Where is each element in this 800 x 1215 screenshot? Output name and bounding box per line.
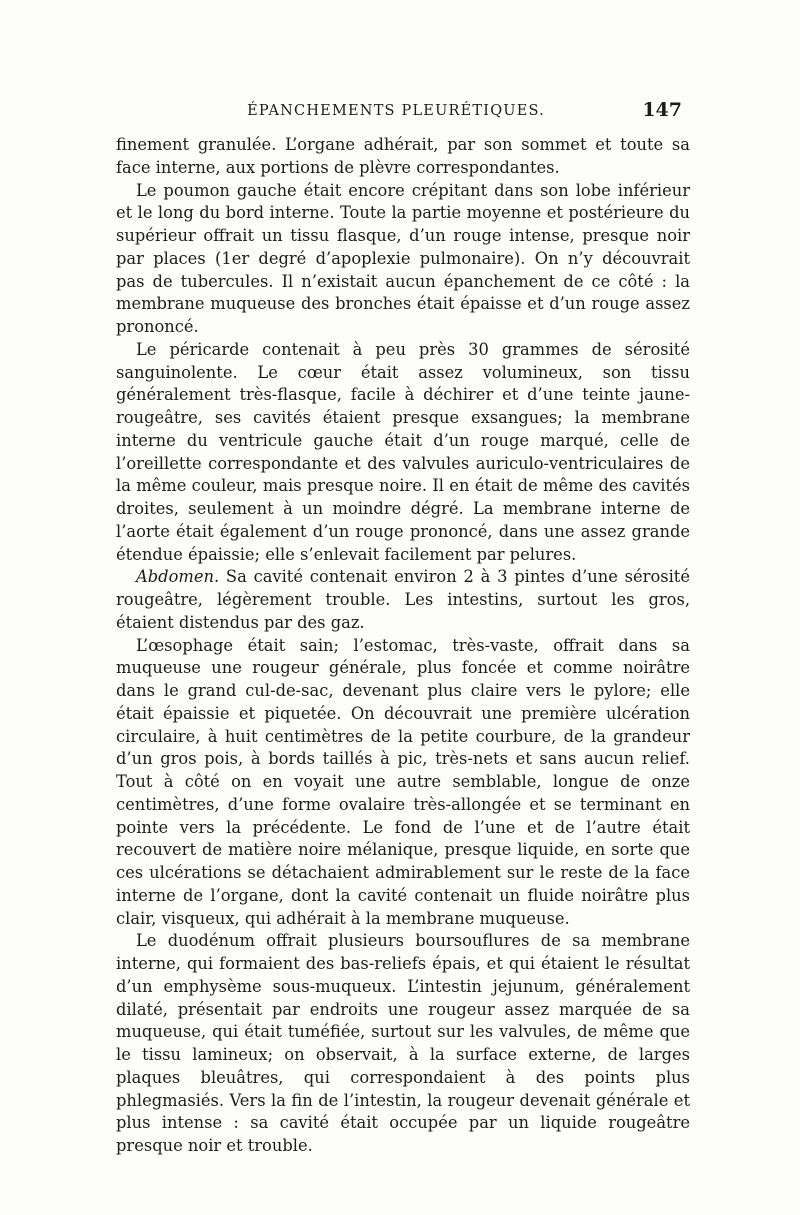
paragraph-text: L’œsophage était sain; l’estomac, très-vaste, offrait dans sa muqueuse une rougeur générale, plus foncée et comme noirâtre dans le grand cul-de-sac, devenant plus claire vers le pylore; elle était épaissie et piquetée. On découvrait une première ulcération circulaire, à huit centimètres de la petite courbure, de la grandeur d’un gros pois, à bords taillés à pic, très-nets et sans aucun relief. Tout à côté on en voyait une autre semblable, longue de onze centimètres, d’une forme ovalaire très-allongée et se terminant en pointe vers la précédente. Le fond de l’une et de l’autre était recouvert de matière noire mélanique, presque liquide, en sorte que ces ulcérations se détachaient admirablement sur le reste de la face interne de l’organe, dont la cavité contenait un fluide noirâtre plus clair, visqueux, qui adhérait à la membrane muqueuse.: [116, 635, 690, 928]
page-number: 147: [642, 99, 682, 121]
paragraph: [116, 339, 690, 567]
paragraph: [116, 566, 690, 634]
body-text: [116, 134, 690, 1158]
paragraph: [116, 134, 690, 180]
paragraph: [116, 635, 690, 931]
paragraph: [116, 930, 690, 1158]
page-header: [110, 97, 682, 127]
paragraph-text: finement granulée. L’organe adhérait, par son sommet et toute sa face interne, aux portions de plèvre correspondantes.: [116, 135, 690, 177]
paragraph-text: Le péricarde contenait à peu près 30 grammes de sérosité sanguinolente. Le cœur était assez volumineux, son tissu généralement très-flasque, facile à déchirer et d’une teinte jaune-rougeâtre, ses cavités étaient presque exsangues; la membrane interne du ventricule gauche était d’un rouge marqué, celle de l’oreillette correspondante et des valvules auriculo-ventriculaires de la même couleur, mais presque noire. Il en était de même des cavités droites, seulement à un moindre dégré. La membrane interne de l’aorte était également d’un rouge prononcé, dans une assez grande étendue épaissie; elle s’enlevait facilement par pelures.: [116, 339, 690, 564]
paragraph-text: Sa cavité contenait environ 2 à 3 pintes d’une sérosité rougeâtre, légèrement trouble. Les intestins, surtout les gros, étaient distendus par des gaz.: [116, 567, 690, 632]
paragraph-text: Le duodénum offrait plusieurs boursouflures de sa membrane interne, qui formaient des bas-reliefs épais, et qui étaient le résultat d’un emphysème sous-muqueux. L’intestin jejunum, généralement dilaté, présentait par endroits une rougeur assez marquée de sa muqueuse, qui était tuméfiée, surtout sur les valvules, de même que le tissu lamineux; on observait, à la surface externe, de larges plaques bleuâtres, qui correspondaient à des points plus phlegmasiés. Vers la fin de l’intestin, la rougeur devenait générale et plus intense : sa cavité était occupée par un liquide rougeâtre presque noir et trouble.: [116, 931, 690, 1155]
section-heading: Abdomen.: [136, 567, 220, 587]
paragraph: [116, 180, 690, 339]
paragraph-text: Le poumon gauche était encore crépitant dans son lobe inférieur et le long du bord interne. Toute la partie moyenne et postérieure du supérieur offrait un tissu flasque, d’un rouge intense, presque noir par places (1er degré d’apoplexie pulmonaire). On n’y découvrait pas de tubercules. Il n’existait aucun épanchement de ce côté : la membrane muqueuse des bronches était épaisse et d’un rouge assez prononcé.: [116, 180, 690, 336]
running-title: ÉPANCHEMENTS PLEURÉTIQUES.: [247, 103, 545, 119]
